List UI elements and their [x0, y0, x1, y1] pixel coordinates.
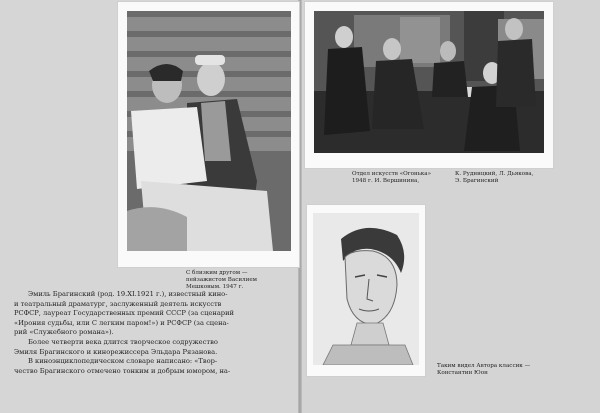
caption-friends: [186, 270, 257, 292]
caption-line: Э. Брагинский: [455, 178, 499, 185]
text-line: В киноэнциклопедическом словаре написано: «Твор-: [28, 357, 218, 366]
text-line: «Ирония судьбы, или С легким паром!») и РСФСР (за сцена-: [14, 318, 229, 327]
drawing-portrait: [313, 213, 419, 365]
biography-text: [14, 290, 292, 376]
caption-drawing: [437, 363, 530, 377]
caption-line: Мешковым. 1947 г.: [186, 284, 244, 291]
text-line: Эмиля Брагинского и кинорежиссера Эльдара Рязанова.: [14, 347, 218, 356]
caption-line: Константин Юон: [437, 370, 488, 377]
drawing-frame: [307, 205, 425, 376]
caption-line: С близким другом —: [186, 270, 248, 276]
photo-frame-group: [305, 2, 553, 168]
caption-group-left: [352, 171, 431, 185]
photo-frame-friends: [118, 2, 299, 267]
caption-line: Таким видел Автора классик —: [437, 363, 531, 369]
text-line: Эмиль Брагинский (род. 19.XI.1921 г.), известный кино-: [28, 290, 228, 298]
text-line: и театральный драматург, заслуженный деятель искусств: [14, 299, 222, 308]
photo-two-men: [127, 11, 291, 251]
caption-line: К. Рудницкий, Л. Дьякова,: [455, 171, 534, 177]
text-line: РСФСР, лауреат Государственных премий СССР (за сценарий: [14, 309, 235, 318]
text-line: Более четверти века длится творческое содружество: [28, 337, 218, 346]
caption-line: 1948 г. И. Вершинина,: [352, 178, 420, 185]
caption-line: Отдел искусств «Огонька»: [352, 171, 432, 177]
caption-group-right: [455, 171, 533, 185]
photo-art-department: [314, 11, 544, 153]
caption-line: пейзажистом Василием: [186, 277, 258, 284]
text-line: рий «Служебного романа»).: [14, 328, 114, 337]
text-line: чество Брагинского отмечено тонким и добрым юмором, на-: [14, 366, 231, 375]
